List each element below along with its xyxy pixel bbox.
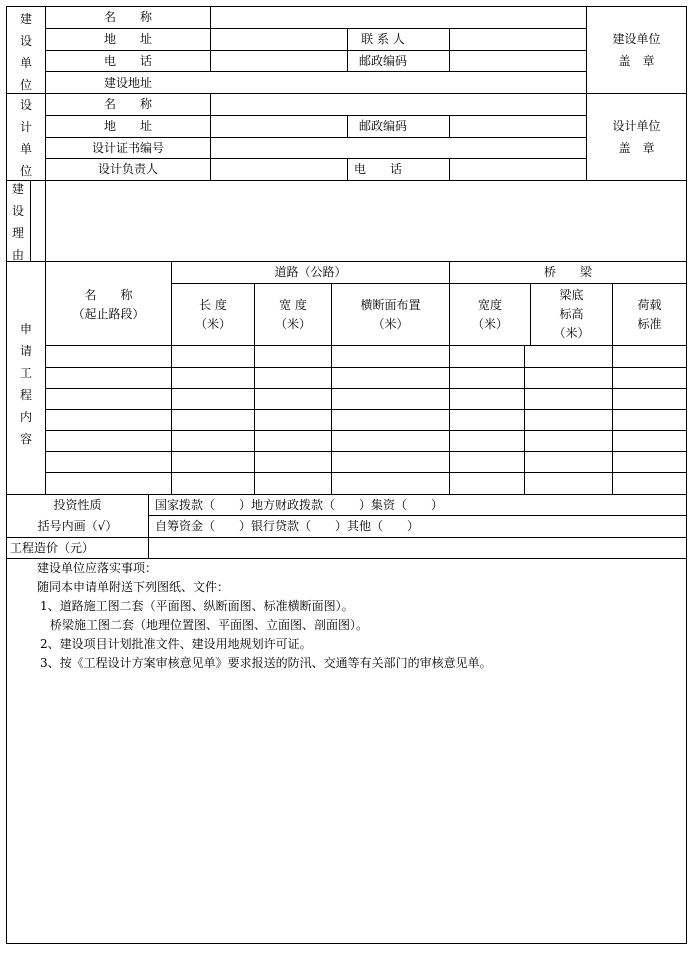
rule [171, 283, 687, 284]
designer-name-label: 名 称 [103, 97, 152, 111]
width-unit: （米） [274, 317, 311, 331]
designer-person-label: 设计负责人 [97, 162, 158, 176]
rule [449, 28, 450, 71]
section-rule [6, 537, 687, 538]
beam-label-2: 标高 [559, 307, 584, 321]
road-header: 道路（公路） [274, 265, 347, 279]
notes-item-1b: 桥梁施工图二套（地理位置图、平面图、立面图、剖面图）。 [50, 618, 369, 632]
notes-item-2: 2、建设项目计划批准文件、建设用地规划许可证。 [40, 637, 312, 651]
frame-bottom [6, 943, 687, 944]
investment-label: 投资性质 [53, 498, 102, 512]
investment-hint: 括号内画（√） [37, 519, 118, 533]
builder-site-address-label: 建设地址 [103, 76, 152, 90]
rule [45, 367, 687, 368]
rule [45, 50, 586, 51]
notes-item-1: 1、道路施工图二套（平面图、纵断面图、标准横断面图）。 [40, 599, 354, 613]
section-header [332, 296, 449, 334]
bridge-header: 桥 梁 [543, 265, 592, 279]
rule [45, 472, 687, 473]
designer-side-label: 设计单位 [19, 98, 32, 178]
notes-title: 建设单位应落实事项： [37, 561, 158, 575]
load-header [613, 296, 686, 334]
width-label: 宽 度 [279, 298, 307, 312]
designer-phone-label: 电 话 [353, 162, 402, 176]
builder-contact-label: 联 系 人 [361, 32, 405, 46]
reason-divider [30, 180, 31, 261]
rule [45, 388, 687, 389]
section-rule [6, 261, 687, 262]
section-rule [6, 180, 687, 181]
builder-stamp-line1: 建设单位 [612, 32, 661, 46]
cost-label: 工程造价（元） [10, 541, 95, 555]
builder-address-label: 地 址 [103, 32, 152, 46]
rule [45, 137, 586, 138]
reason-side-label: 建设理由 [11, 182, 24, 262]
builder-stamp-line2: 盖 章 [618, 54, 655, 68]
rule [45, 409, 687, 410]
length-label: 长 度 [199, 298, 227, 312]
beam-label-1: 梁底 [559, 288, 584, 302]
rule [449, 115, 450, 137]
rule [45, 430, 687, 431]
project-name-label: 名 称 [84, 288, 133, 302]
bridge-width-unit: （米） [471, 317, 508, 331]
rule [449, 158, 450, 180]
load-label-2: 标准 [637, 317, 662, 331]
bridge-width-label: 宽度 [477, 298, 502, 312]
designer-postcode-label: 邮政编码 [358, 119, 407, 133]
beam-unit: （米） [553, 326, 590, 340]
rule [148, 515, 687, 516]
section-unit: （米） [372, 317, 409, 331]
designer-cert-label: 设计证书编号 [91, 141, 164, 155]
beam-header [531, 286, 612, 343]
length-header [172, 296, 254, 334]
designer-stamp-line2: 盖 章 [618, 141, 655, 155]
bridge-width-header [450, 296, 530, 334]
load-label-1: 荷载 [637, 298, 662, 312]
notes-item-3: 3、按《工程设计方案审核意见单》要求报送的防汛、交通等有关部门的审核意见单。 [40, 656, 492, 670]
rule [148, 494, 149, 558]
frame-right [686, 6, 687, 944]
notes-block [37, 559, 492, 673]
section-rule [6, 93, 687, 94]
length-unit: （米） [194, 317, 231, 331]
section-rule [6, 494, 687, 495]
section-label: 横断面布置 [360, 298, 421, 312]
builder-name-label: 名 称 [103, 10, 152, 24]
rule [210, 93, 211, 180]
width-header [255, 296, 331, 334]
rule [210, 6, 211, 71]
project-range-label: （起止路段） [72, 307, 145, 321]
rule [45, 115, 586, 116]
frame-top [6, 6, 687, 7]
rule [45, 451, 687, 452]
builder-phone-label: 电 话 [103, 54, 152, 68]
notes-intro: 随同本申请单附送下列图纸、文件： [37, 580, 230, 594]
rule [45, 158, 586, 159]
investment-options-1: 国家拨款（ ）地方财政拨款（ ）集资（ ） [155, 498, 444, 512]
project-side-label: 申请工程内容 [19, 322, 32, 446]
project-name-header [46, 286, 171, 324]
designer-stamp-line1: 设计单位 [612, 119, 661, 133]
rule [45, 345, 687, 346]
investment-options-2: 自筹资金（ ）银行贷款（ ）其他（ ） [155, 519, 420, 533]
rule [45, 71, 586, 72]
builder-postcode-label: 邮政编码 [358, 54, 407, 68]
frame-left [6, 6, 7, 944]
designer-address-label: 地 址 [103, 119, 152, 133]
builder-side-label: 建设单位 [19, 12, 32, 92]
rule [45, 28, 586, 29]
